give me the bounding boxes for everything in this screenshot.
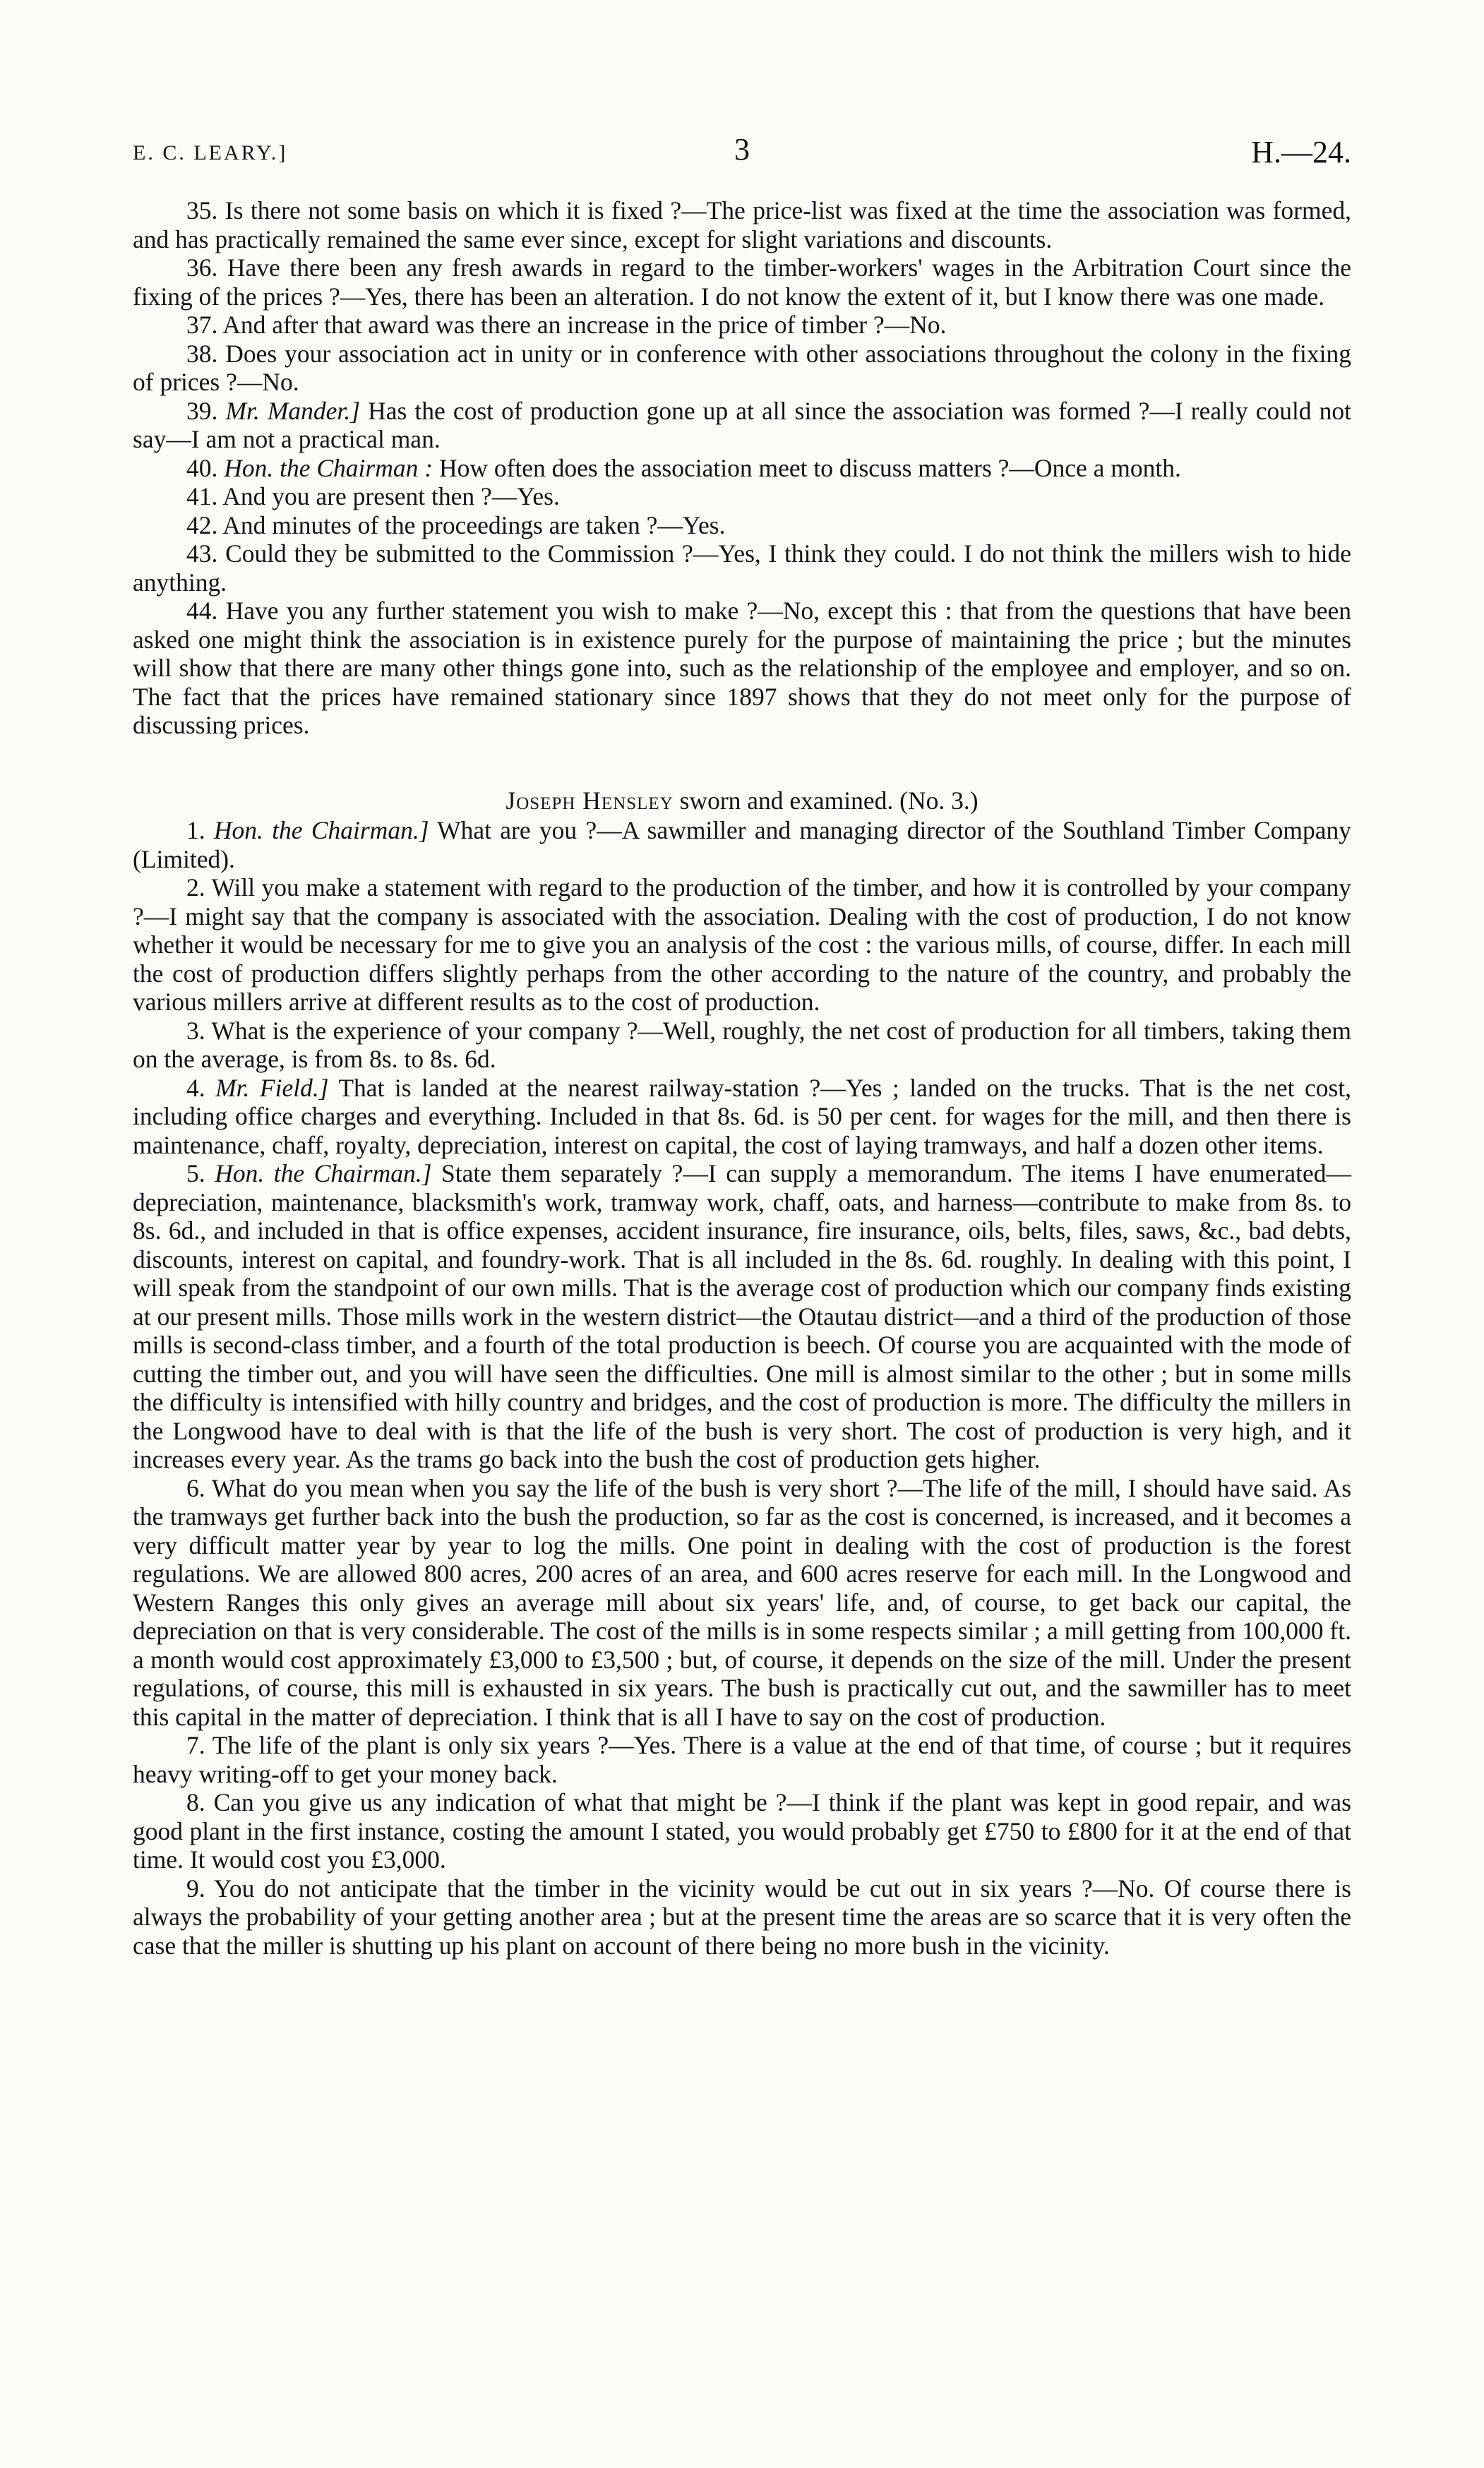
question-number: 42. — [186, 510, 218, 539]
question-paragraph — [133, 311, 1351, 340]
speaker: Hon. the Chairman : — [224, 453, 433, 482]
page-header — [133, 131, 1351, 181]
speaker: Hon. the Chairman.] — [213, 816, 429, 844]
question-number: 38. — [186, 339, 218, 368]
examination-hensley — [133, 816, 1351, 1960]
question-text: What do you mean when you say the life of the bush is very short ?—The life of the mill, I should have said. As the tramways get further back into the bush the production, so far as the cost is concerned, is increased, and it becomes a very difficult matter year by year to log the mills. One point in dealing with the cost of production is the forest regulations. We are allowed 800 acres, 200 acres of an area, and 600 acres reserve for each mill. In the Longwood and Western Ranges this only gives an average mill about six years' life, and, of course, to get back our capital, the depreciation on that is very considerable. The cost of the mills is in some respects similar ; a mill getting from 100,000 ft. a month would cost approximately £3,000 to £3,500 ; but, of course, it depends on the size of the mill. Under the present regulations, of course, this mill is exhausted in six years. The bush is practically cut out, and the sawmiller has to meet this capital in the matter of depreciation. I think that is all I have to say on the cost of production. — [133, 1473, 1352, 1731]
question-paragraph — [133, 340, 1351, 397]
question-paragraph — [133, 397, 1351, 454]
question-text: Have you any further statement you wish to make ?—No, except this : that from the questions that have been asked one might think the association is in existence purely for the purpose of maintaining the price ; but the minutes will show that there are many other things gone into, such as the relationship of the employee and employer, and so on. The fact that the prices have remained stationary since 1897 shows that they do not meet only for the purpose of discussing prices. — [133, 597, 1352, 739]
question-number: 3. — [186, 1016, 205, 1045]
question-number: 1. — [186, 816, 205, 844]
question-text: State them separately ?—I can supply a memorandum. The items I have enumerated—depreciation, maintenance, blacksmith's work, tramway work, chaff, oats, and harness—contribute to make from 8s. to 8s. 6d., and included in that is office expenses, accident insurance, fire insurance, oils, belts, files, saws, &c., bad debts, discounts, interest on capital, and foundry-work. That is all included in the 8s. 6d. roughly. In dealing with this point, I will speak from the standpoint of our own mills. That is the average cost of production which our company finds existing at our present mills. Those mills work in the western district—the Otautau district—and a third of the production of those mills is second-class timber, and a fourth of the total production is beech. Of course you are acquainted with the mode of cutting the timber out, and you will have seen the difficulties. One mill is almost similar to the other ; but in some mills the difficulty is intensified with hilly country and bridges, and the cost of production is more. The difficulty the millers in the Longwood have to deal with is that the life of the bush is very short. The cost of production is very high, and it increases every year. As the trams go back into the bush the cost of production gets higher. — [133, 1159, 1351, 1473]
body-text — [133, 196, 1351, 1960]
question-paragraph — [133, 1074, 1351, 1160]
question-text: Does your association act in unity or in conference with other associations throughout the colony in the fixing of prices ?—No. — [133, 339, 1352, 396]
question-text: And minutes of the proceedings are taken ?—Yes. — [222, 510, 726, 539]
question-text: That is landed at the nearest railway-station ?—Yes ; landed on the trucks. That is the net cost, including office charges and everything. Included in that 8s. 6d. is 50 per cent. for wages for the mill, and then there is maintenance, chaff, royalty, depreciation, interest on capital, the cost of laying tramways, and half a dozen other items. — [133, 1073, 1352, 1159]
question-number: 40. — [186, 453, 218, 482]
witness-heading — [133, 786, 1351, 815]
question-paragraph — [133, 454, 1351, 483]
speaker: Mr. Field.] — [215, 1073, 329, 1102]
question-text: The life of the plant is only six years ?—Yes. There is a value at the end of that time, of course ; but it requires heavy writing-off to get your money back. — [133, 1731, 1352, 1788]
question-number: 41. — [186, 482, 218, 510]
question-paragraph — [133, 253, 1351, 311]
question-text: How often does the association meet to discuss matters ?—Once a month. — [438, 453, 1181, 482]
question-number: 39. — [186, 396, 218, 425]
document-id: H.—24. — [1251, 135, 1351, 169]
speaker: Hon. the Chairman.] — [215, 1159, 432, 1187]
witness-name: Joseph Hensley — [505, 786, 674, 815]
question-number: 9. — [186, 1874, 205, 1903]
question-number: 6. — [186, 1473, 205, 1502]
question-text: Have there been any fresh awards in regard to the timber-workers' wages in the Arbitration Court since the fixing of the prices ?—Yes, there has been an alteration. I do not know the extent of it, but I know there was one made. — [133, 253, 1351, 311]
question-text: You do not anticipate that the timber in the vicinity would be cut out in six years ?—No. Of course there is always the probability of your getting another area ; but at the present time the areas are so scarce that it is very often the case that the miller is shutting up his plant on account of there being no more bush in the vicinity. — [133, 1874, 1351, 1960]
question-text: Can you give us any indication of what that might be ?—I think if the plant was kept in good repair, and was good plant in the first instance, costing the amount I stated, you would probably get £750 to £800 for it at the end of that time. It would cost you £3,000. — [133, 1788, 1351, 1874]
question-paragraph — [133, 511, 1351, 540]
question-number: 8. — [186, 1788, 205, 1816]
speaker: Mr. Mander.] — [225, 396, 361, 425]
question-paragraph — [133, 196, 1351, 253]
question-paragraph — [133, 539, 1351, 597]
witness-name-header: E. C. LEARY.] — [133, 141, 288, 164]
question-paragraph — [133, 1731, 1351, 1788]
question-number: 4. — [186, 1073, 205, 1102]
question-text: What is the experience of your company ?—Well, roughly, the net cost of production for all timbers, taking them on the average, is from 8s. to 8s. 6d. — [133, 1016, 1352, 1073]
question-text: Will you make a statement with regard to the production of the timber, and how it is controlled by your company ?—I might say that the company is associated with the association. Dealing with the cost of production, I do not know whether it would be necessary for me to give you an analysis of the cost : the various mills, of course, differ. In each mill the cost of production differs slightly perhaps from the other according to the nature of the country, and probably the various millers arrive at different results as to the cost of production. — [133, 873, 1351, 1016]
question-paragraph — [133, 1788, 1351, 1874]
question-paragraph — [133, 816, 1351, 873]
question-number: 36. — [186, 253, 218, 282]
question-number: 2. — [186, 873, 205, 901]
question-number: 5. — [186, 1159, 205, 1187]
question-paragraph — [133, 597, 1351, 740]
question-paragraph — [133, 1474, 1351, 1732]
question-number: 37. — [186, 311, 218, 339]
question-text: What are you ?—A sawmiller and managing director of the Southland Timber Company (Limited). — [133, 816, 1351, 873]
question-text: Is there not some basis on which it is fixed ?—The price-list was fixed at the time the association was formed, and has practically remained the same ever since, except for slight variations and discounts. — [133, 196, 1351, 253]
page-number: 3 — [734, 132, 750, 167]
question-paragraph — [133, 1874, 1351, 1960]
question-text: And you are present then ?—Yes. — [222, 482, 560, 510]
question-text: Has the cost of production gone up at all since the association was formed ?—I really could not say—I am not a practical man. — [133, 396, 1351, 453]
question-number: 44. — [186, 597, 218, 625]
question-number: 43. — [186, 539, 218, 568]
question-number: 7. — [186, 1731, 205, 1759]
question-paragraph — [133, 482, 1351, 511]
question-text: And after that award was there an increase in the price of timber ?—No. — [222, 311, 947, 339]
question-paragraph — [133, 873, 1351, 1017]
question-text: Could they be submitted to the Commission ?—Yes, I think they could. I do not think the millers wish to hide anything. — [133, 539, 1352, 597]
question-number: 35. — [186, 196, 218, 224]
question-paragraph — [133, 1017, 1351, 1074]
witness-heading-suffix: sworn and examined. (No. 3.) — [679, 786, 979, 815]
examination-continued — [133, 196, 1351, 740]
question-paragraph — [133, 1159, 1351, 1474]
